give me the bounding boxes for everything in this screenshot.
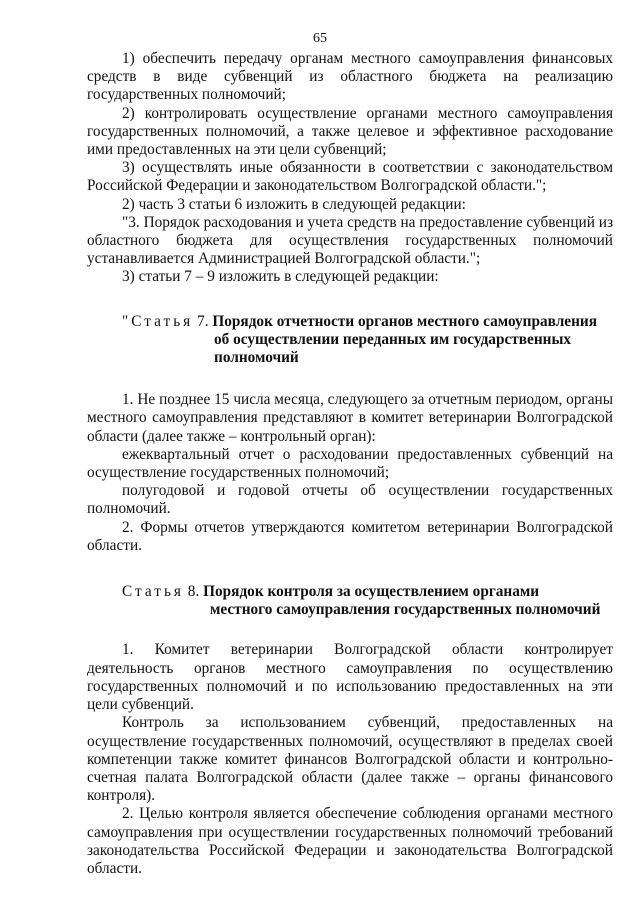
article-label: "Статья bbox=[122, 312, 194, 330]
paragraph: "3. Порядок расходования и учета средств на предоставление субвенций из областного бюджета для осуществления государственных полномочий устанавливается Администрацией Волгоградской области."; bbox=[87, 213, 613, 268]
paragraph: 2. Целью контроля является обеспечение соблюдения органами местного самоуправления при осуществлении государственных полномочий требований законодательства Российской Федерации и законодательства Волгоградской области. bbox=[87, 805, 613, 877]
paragraph: 3) осуществлять иные обязанности в соответствии с законодательством Российской Федерации и законодательством Волгоградской области."; bbox=[87, 159, 613, 195]
paragraph: ежеквартальный отчет о расходовании предоставленных субвенций на осуществление государственных полномочий; bbox=[87, 445, 613, 482]
paragraph: 1. Не позднее 15 числа месяца, следующего за отчетным периодом, органы местного самоуправления представляют в комитет ветеринарии Волгоградской области (далее также – контрольный орган): bbox=[87, 391, 613, 445]
paragraph: Контроль за использованием субвенций, предоставленных на осуществление государственных полномочий, осуществляют в пределах своей компетенции также комитет финансов Волгоградской области и контрольно-счетная палата Волгоградской области (далее также – органы финансового контроля). bbox=[87, 714, 613, 805]
article-7-heading bbox=[87, 313, 613, 368]
paragraph: 3) статьи 7 – 9 изложить в следующей редакции: bbox=[122, 268, 439, 286]
paragraph: 2) часть 3 статьи 6 изложить в следующей редакции: bbox=[122, 195, 466, 213]
article-title: Порядок контроля за осуществлением органами bbox=[203, 583, 540, 601]
paragraph: 2. Формы отчетов утверждаются комитетом ветеринарии Волгоградской области. bbox=[87, 518, 613, 554]
paragraph: полугодовой и годовой отчеты об осуществлении государственных полномочий. bbox=[87, 482, 613, 518]
article-number: 8. bbox=[187, 583, 200, 601]
article-title-line: об осуществлении переданных им государственных bbox=[214, 330, 572, 348]
paragraph: 2) контролировать осуществление органами местного самоуправления государственных полномочий, а также целевое и эффективное расходование ими предоставленных на эти цели субвенций; bbox=[87, 104, 613, 159]
article-title-line: полномочий bbox=[214, 349, 299, 367]
article-title-line: местного самоуправления государственных полномочий bbox=[210, 601, 601, 619]
document-body bbox=[87, 50, 613, 878]
article-8-heading bbox=[87, 583, 613, 619]
page-number: 65 bbox=[313, 31, 327, 46]
article-number: 7. bbox=[197, 312, 209, 330]
paragraph: 1. Комитет ветеринарии Волгоградской области контролирует деятельность органов местного самоуправления по осуществлению государственных полномочий и по использованию предоставленных на эти цели субвенций. bbox=[87, 641, 613, 714]
paragraph: 1) обеспечить передачу органам местного самоуправления финансовых средств в виде субвенций из областного бюджета на реализацию государственных полномочий; bbox=[87, 50, 613, 104]
article-label: Статья bbox=[122, 583, 184, 601]
article-title: Порядок отчетности органов местного самоуправления bbox=[212, 312, 597, 330]
